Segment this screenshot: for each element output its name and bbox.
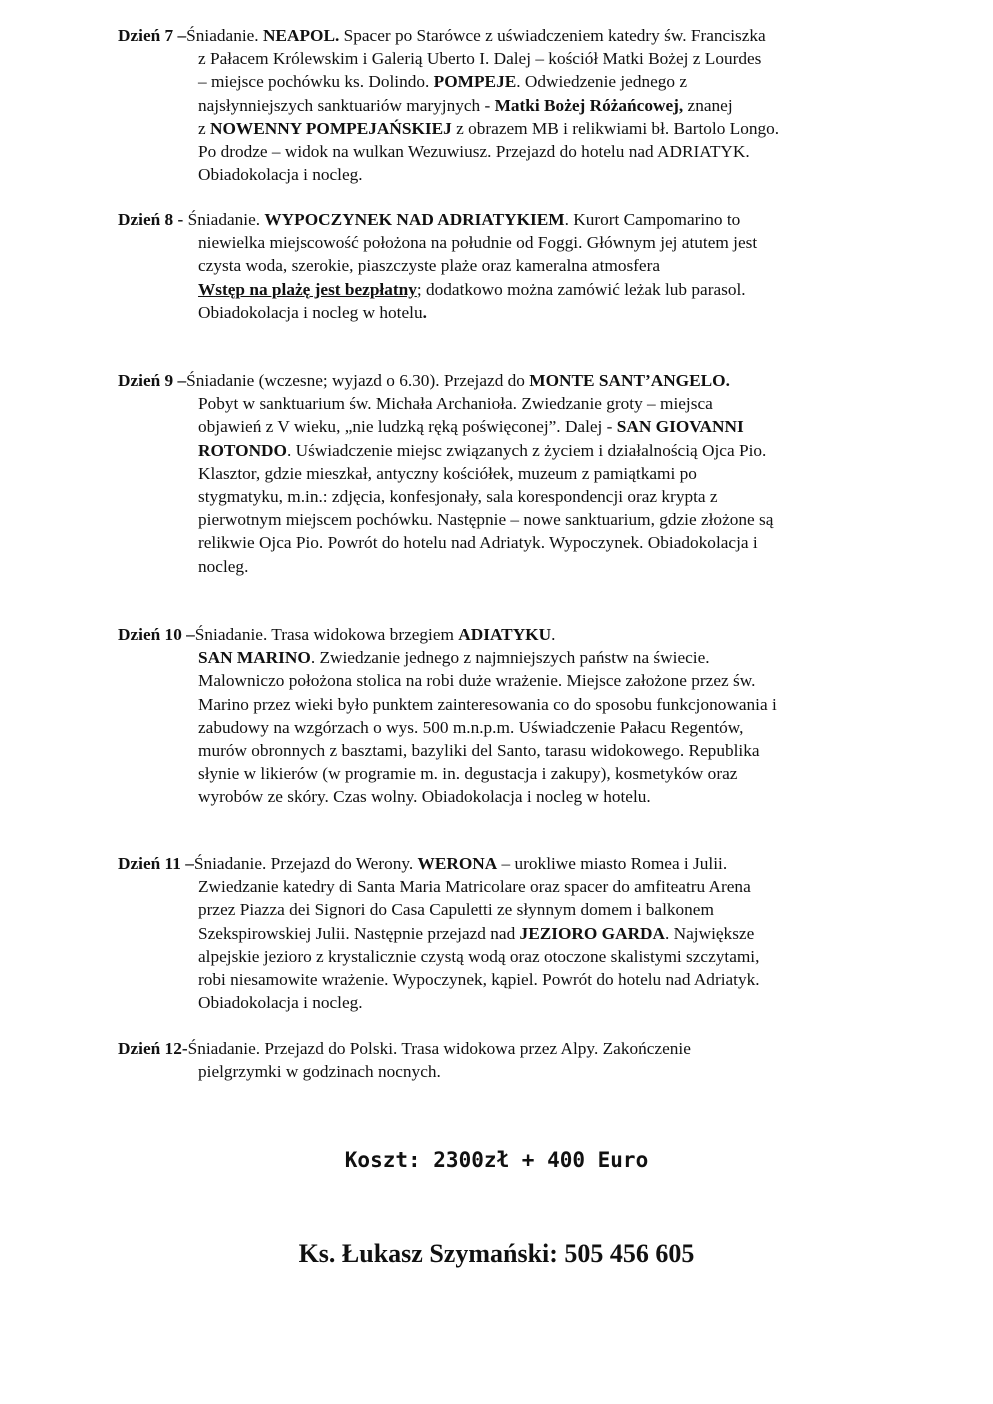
text-segment: pielgrzymki w godzinach nocnych. (198, 1062, 441, 1082)
text-segment: objawień z V wieku, „nie ludzką ręką poświęconej”. Dalej - (198, 417, 617, 437)
day-text-line (118, 669, 878, 692)
day-text-line (118, 531, 878, 554)
day-text-line (118, 922, 878, 945)
text-segment: Pobyt w sanktuarium św. Michała Archanioła. Zwiedzanie groty – miejsca (198, 394, 713, 414)
day-text-line (118, 945, 878, 968)
day-text-line (118, 462, 878, 485)
text-segment: murów obronnych z basztami, bazyliki del Santo, tarasu widokowego. Republika (198, 741, 760, 761)
day-text-line (118, 1037, 878, 1060)
text-segment: stygmatyku, m.in.: zdjęcia, konfesjonały, sala korespondencji oraz krypta z (198, 487, 718, 507)
day-text-line (118, 991, 878, 1014)
day-text-line (118, 301, 878, 324)
text-segment: pierwotnym miejscem pochówku. Następnie – nowe sanktuarium, gdzie złożone są (198, 510, 774, 530)
day-text-line (118, 117, 878, 140)
day-text-line (118, 898, 878, 921)
day-text-line (118, 392, 878, 415)
day-text-line (118, 762, 878, 785)
text-segment: JEZIORO GARDA (519, 923, 666, 943)
day-text-line (118, 47, 878, 70)
day-label: Dzień 12- (118, 1039, 188, 1058)
text-segment: ; dodatkowo można zamówić leżak lub parasol. (416, 279, 746, 299)
text-segment: Śniadanie. Przejazd do Polski. Trasa widokowa przez Alpy. Zakończenie (187, 1039, 691, 1058)
day-text-line (118, 785, 878, 808)
day-text-line (118, 555, 878, 578)
text-segment: Malowniczo położona stolica na robi duże wrażenie. Miejsce założone przez św. (198, 671, 756, 691)
text-segment: Klasztor, gdzie mieszkał, antyczny kościółek, muzeum z pamiątkami po (198, 463, 697, 483)
text-segment: alpejskie jezioro z krystalicznie czystą wodą oraz otoczone skalistymi szczytami, (198, 946, 760, 966)
text-segment: niewielka miejscowość położona na południe od Foggi. Głównym jej atutem jest (198, 233, 758, 253)
text-segment: Spacer po Starówce z uświadczeniem katedry św. Franciszka (339, 26, 766, 45)
text-segment: . (422, 302, 427, 322)
text-segment: MONTE SANT’ANGELO. (529, 371, 730, 390)
text-segment: Śniadanie. (183, 210, 265, 229)
text-segment: . Zwiedzanie jednego z najmniejszych państw na świecie. (310, 648, 710, 668)
text-segment: NOWENNY POMPEJAŃSKIEJ (210, 118, 452, 138)
day-text-line (118, 716, 878, 739)
day-11-section (118, 852, 878, 1014)
text-segment: . Uświadczenie miejsc związanych z życiem i działalnością Ojca Pio. (286, 440, 767, 460)
text-segment: Wstęp na plażę jest bezpłatny (198, 279, 417, 299)
text-segment: znanej (683, 95, 733, 115)
day-label: Dzień 11 – (118, 854, 194, 873)
text-segment: Szekspirowskiej Julii. Następnie przejazd nad (198, 923, 520, 943)
day-label: Dzień 9 – (118, 371, 187, 390)
day-text-line (118, 646, 878, 669)
day-text-line (118, 739, 878, 762)
day-text-line (118, 369, 878, 392)
day-text-line (118, 1060, 878, 1083)
day-text-line (118, 208, 878, 231)
contact-line: Ks. Łukasz Szymański: 505 456 605 (298, 1239, 695, 1268)
text-segment: – miejsce pochówku ks. Dolindo. (198, 72, 434, 92)
text-segment: WYPOCZYNEK NAD ADRIATYKIEM (264, 210, 565, 229)
text-segment: POMPEJE (433, 72, 517, 92)
text-segment: SAN MARINO (198, 648, 311, 668)
text-segment: SAN GIOVANNI (616, 417, 744, 437)
day-10-section (118, 623, 878, 809)
day-text-line (118, 163, 878, 186)
day-text-line (118, 968, 878, 991)
text-segment: relikwie Ojca Pio. Powrót do hotelu nad Adriatyk. Wypoczynek. Obiadokolacja i (198, 533, 758, 553)
text-segment: Śniadanie. (186, 26, 263, 45)
text-segment: NEAPOL. (262, 26, 340, 45)
text-segment: z (198, 118, 210, 138)
text-segment: zabudowy na wzgórzach o wys. 500 m.n.p.m. Uświadczenie Pałacu Regentów, (198, 717, 744, 737)
day-9-section (118, 369, 878, 578)
day-text-line (118, 623, 878, 646)
text-segment: robi niesamowite wrażenie. Wypoczynek, kąpiel. Powrót do hotelu nad Adriatyk. (198, 970, 760, 990)
text-segment: . Największe (665, 923, 755, 943)
day-text-line (118, 439, 878, 462)
text-segment: . (551, 625, 556, 644)
day-text-line (118, 875, 878, 898)
day-text-line (118, 852, 878, 875)
text-segment: Obiadokolacja i nocleg w hotelu (198, 302, 423, 322)
text-segment: czysta woda, szerokie, piaszczyste plaże oraz kameralna atmosfera (198, 256, 661, 276)
day-text-line (118, 508, 878, 531)
text-segment: Matki Bożej Różańcowej, (494, 95, 684, 115)
day-text-line (118, 254, 878, 277)
text-segment: z obrazem MB i relikwiami bł. Bartolo Longo. (451, 118, 780, 138)
text-segment: z Pałacem Królewskim i Galerią Uberto I. Dalej – kościół Matki Bożej z Lourdes (198, 49, 762, 69)
day-text-line (118, 70, 878, 93)
text-segment: WERONA (417, 854, 498, 873)
text-segment: przez Piazza dei Signori do Casa Capuletti ze słynnym domem i balkonem (198, 900, 714, 920)
text-segment: Zwiedzanie katedry di Santa Maria Matricolare oraz spacer do amfiteatru Arena (198, 877, 751, 897)
day-text-line (118, 231, 878, 254)
text-segment: ADIATYKU (458, 625, 552, 644)
day-12-section (118, 1037, 878, 1083)
text-segment: najsłynniejszych sanktuariów maryjnych - (198, 95, 495, 115)
day-label: Dzień 8 - (118, 210, 184, 229)
day-label: Dzień 7 – (118, 26, 187, 45)
day-8-section (118, 208, 878, 324)
text-segment: Śniadanie. Przejazd do Werony. (193, 854, 418, 873)
text-segment: Śniadanie (wczesne; wyjazd o 6.30). Przejazd do (186, 371, 530, 390)
text-segment: – urokliwe miasto Romea i Julii. (497, 854, 728, 873)
day-text-line (118, 693, 878, 716)
day-text-line (118, 415, 878, 438)
text-segment: Marino przez wieki było punktem zainteresowania co do sposobu funkcjonowania i (198, 694, 777, 714)
day-7-section (118, 24, 878, 186)
text-segment: nocleg. (198, 556, 249, 576)
text-segment: Obiadokolacja i nocleg. (198, 165, 363, 185)
text-segment: słynie w likierów (w programie m. in. degustacja i zakupy), kosmetyków oraz (198, 764, 738, 784)
day-text-line (118, 94, 878, 117)
text-segment: . Kurort Campomarino to (564, 210, 741, 229)
day-text-line (118, 140, 878, 163)
text-segment: Po drodze – widok na wulkan Wezuwiusz. Przejazd do hotelu nad ADRIATYK. (198, 142, 750, 162)
text-segment: . Odwiedzenie jednego z (516, 72, 688, 92)
day-label: Dzień 10 – (118, 625, 195, 644)
cost-line: Koszt: 2300zł + 400 Euro (344, 1148, 649, 1172)
text-segment: wyrobów ze skóry. Czas wolny. Obiadokolacja i nocleg w hotelu. (198, 787, 651, 807)
day-text-line (118, 485, 878, 508)
text-segment: ROTONDO (198, 440, 287, 460)
text-segment: Śniadanie. Trasa widokowa brzegiem (194, 625, 459, 644)
day-text-line (118, 278, 878, 301)
text-segment: Obiadokolacja i nocleg. (198, 993, 363, 1013)
day-text-line (118, 24, 878, 47)
